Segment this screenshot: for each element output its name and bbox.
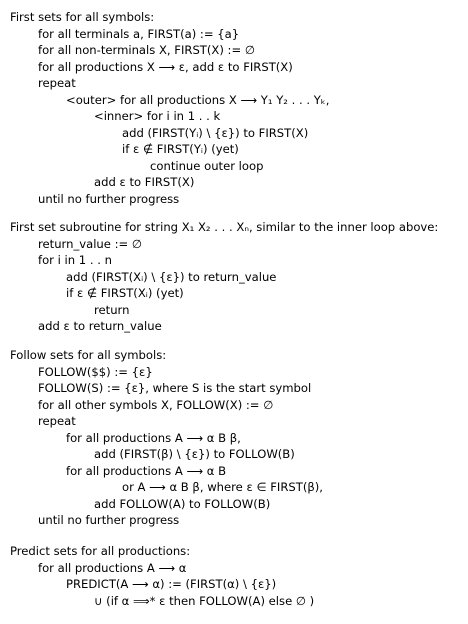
follow-line: until no further progress bbox=[38, 513, 180, 527]
first-line: add (FIRST(Yᵢ) \ {ε}) to FIRST(X) bbox=[122, 125, 309, 140]
first-line: for all terminals a, FIRST(a) := {a} bbox=[38, 26, 240, 41]
first-string-line: for i in 1 . . n bbox=[38, 253, 112, 267]
first-line: repeat bbox=[38, 76, 76, 90]
follow-line: or A ⟶ α B β, where ε ∈ FIRST(β), bbox=[122, 480, 323, 494]
follow-line: FOLLOW($$) := {ε} bbox=[38, 364, 153, 379]
first-line: for all productions X ⟶ ε, add ε to FIRST(X) bbox=[38, 59, 293, 74]
predict-line: for all productions A ⟶ α bbox=[38, 560, 187, 575]
follow-line: repeat bbox=[38, 414, 76, 428]
first-string-line: return bbox=[94, 302, 130, 317]
first-string-line: if ε ∉ FIRST(Xᵢ) (yet) bbox=[66, 286, 184, 300]
first-string-line: add (FIRST(Xᵢ) \ {ε}) to return_value bbox=[66, 269, 277, 284]
first-string-line: return_value := ∅ bbox=[38, 236, 143, 251]
first-line: First sets for all symbols: bbox=[10, 10, 155, 24]
first-line: until no further progress bbox=[38, 191, 180, 206]
follow-line: for all productions A ⟶ α B β, bbox=[66, 430, 241, 445]
follow-line: add (FIRST(β) \ {ε}) to FOLLOW(B) bbox=[94, 447, 295, 461]
follow-line: for all productions A ⟶ α B bbox=[66, 463, 227, 478]
first-line: if ε ∉ FIRST(Yᵢ) (yet) bbox=[122, 142, 239, 156]
follow-line: FOLLOW(S) := {ε}, where S is the start symbol bbox=[38, 381, 312, 395]
first-line: continue outer loop bbox=[150, 158, 264, 173]
predict-line: PREDICT(A ⟶ α) := (FIRST(α) \ {ε}) bbox=[66, 577, 277, 591]
first-line: <inner> for i in 1 . . k bbox=[94, 109, 221, 123]
follow-line: for all other symbols X, FOLLOW(X) := ∅ bbox=[38, 397, 274, 412]
follow-line: add FOLLOW(A) to FOLLOW(B) bbox=[94, 496, 271, 511]
predict-line: Predict sets for all productions: bbox=[10, 544, 191, 558]
first-line: for all non-terminals X, FIRST(X) := ∅ bbox=[38, 43, 255, 57]
first-line: <outer> for all productions X ⟶ Y₁ Y₂ . . . Yₖ, bbox=[66, 92, 330, 107]
first-line: add ε to FIRST(X) bbox=[94, 175, 195, 189]
follow-line: Follow sets for all symbols: bbox=[10, 348, 167, 362]
first-string-line: add ε to return_value bbox=[38, 319, 162, 333]
predict-line: ∪ (if α ⟹* ε then FOLLOW(A) else ∅ ) bbox=[94, 593, 315, 608]
first-string-line: First set subroutine for string X₁ X₂ . . . Xₙ, similar to the inner loop above: bbox=[10, 220, 439, 234]
